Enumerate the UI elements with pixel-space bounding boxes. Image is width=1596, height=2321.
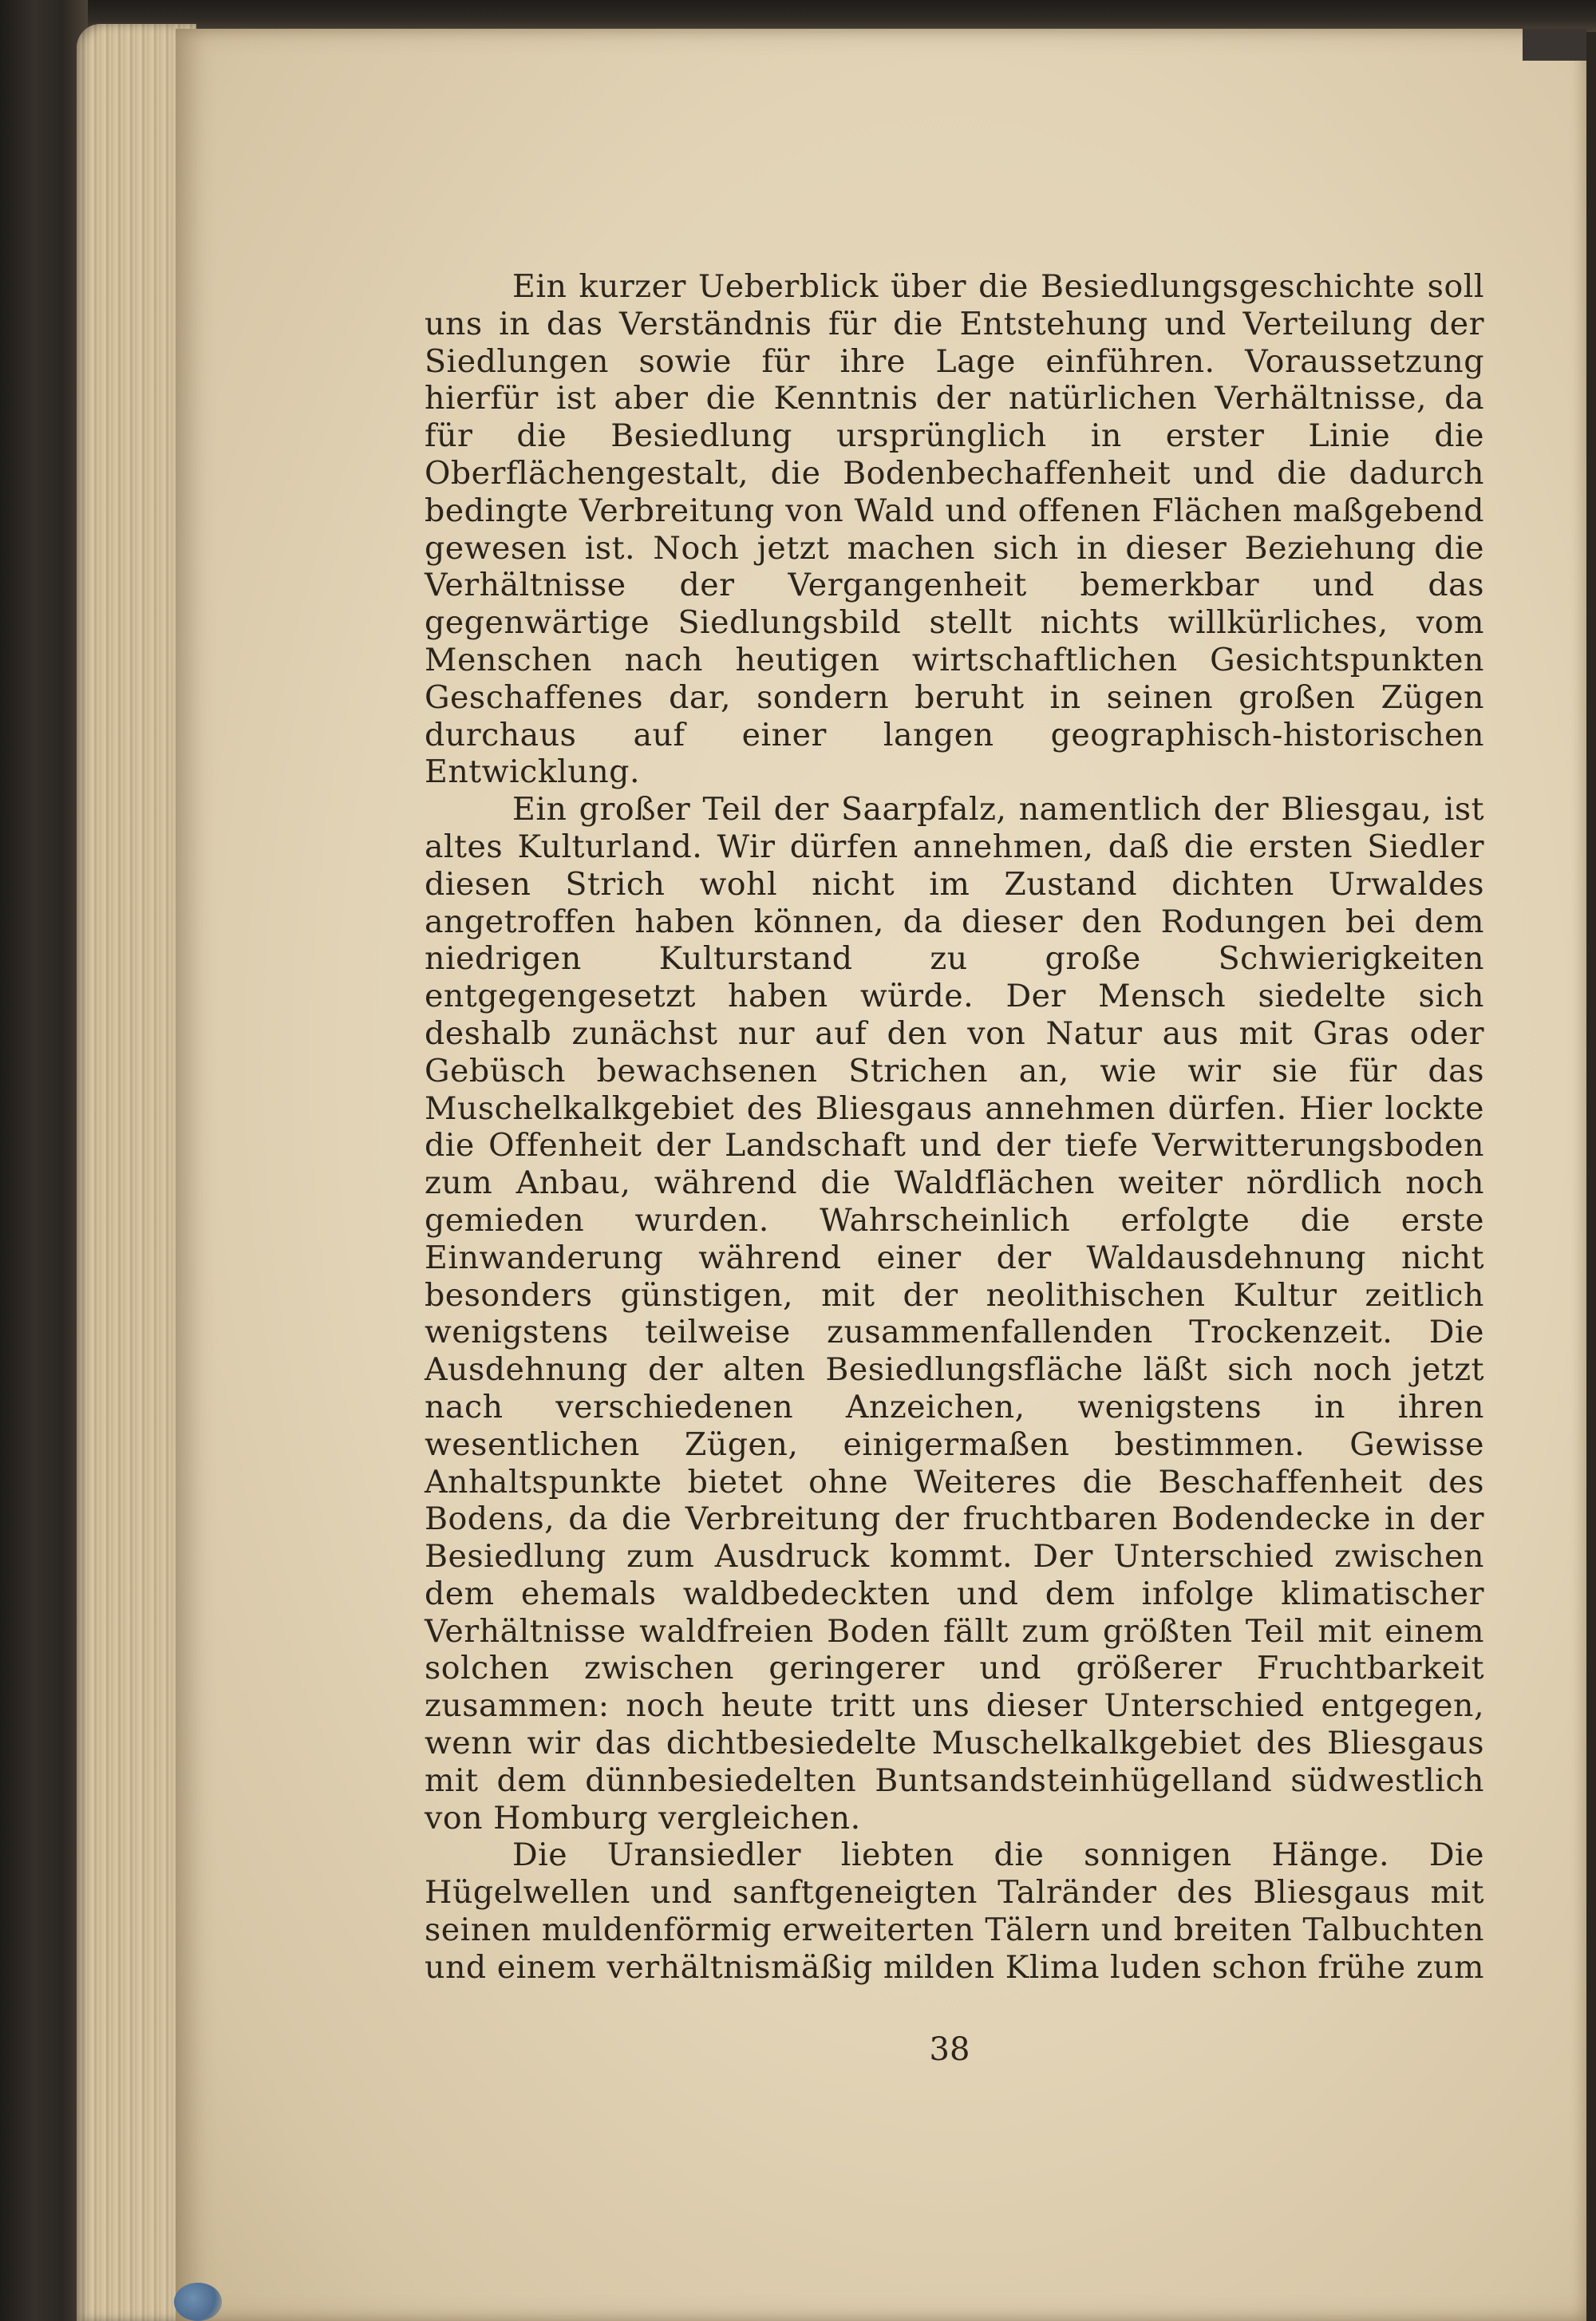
- page-number-text: 38: [929, 2031, 970, 2068]
- page-corner-shadow: [1523, 29, 1586, 61]
- body-text: [425, 268, 1484, 1987]
- book-cover-top-edge: [0, 0, 1596, 32]
- paragraph-2: Ein großer Teil der Saarpfalz, namentlich der Bliesgau, ist altes Kulturland. Wir dürfen annehmen, daß die ersten Siedler diesen Strich wohl nicht im Zustand dichten Urwaldes angetroffen haben können, da dieser den Rodungen bei dem niedrigen Kulturstand zu große Schwierigkeiten entgegengesetzt haben würde. Der Mensch siedelte sich deshalb zunächst nur auf den von Natur aus mit Gras oder Gebüsch bewachsenen Strichen an, wie wir sie für das Muschelkalkgebiet des Bliesgaus annehmen dürfen. Hier lockte die Offenheit der Landschaft und der tiefe Verwitterungsboden zum Anbau, während die Waldflächen weiter nördlich noch gemieden wurden. Wahrscheinlich erfolgte die erste Einwanderung während einer der Waldausdehnung nicht besonders günstigen, mit der neolithischen Kultur zeitlich wenigstens teilweise zusammenfallenden Trockenzeit. Die Ausdehnung der alten Besiedlungsfläche läßt sich noch jetzt nach verschiedenen Anzeichen, wenigstens in ihren wesentlichen Zügen, einigermaßen bestimmen. Gewisse Anhaltspunkte bietet ohne Weiteres die Beschaffenheit des Bodens, da die Verbreitung der fruchtbaren Bodendecke in der Besiedlung zum Ausdruck kommt. Der Unterschied zwischen dem ehemals waldbedeckten und dem infolge klimatischer Verhältnisse waldfreien Boden fällt zum größten Teil mit einem solchen zwischen geringerer und größerer Fruchtbarkeit zusammen: noch heute tritt uns dieser Unterschied entgegen, wenn wir das dichtbesiedelte Muschelkalkgebiet des Bliesgaus mit dem dünnbesiedelten Buntsandsteinhügelland südwestlich von Homburg vergleichen.: [425, 791, 1484, 1837]
- book-cover-spine: [0, 0, 88, 2321]
- paragraph-3: Die Uransiedler liebten die sonnigen Hänge. Die Hügelwellen und sanftgeneigten Talränder des Bliesgaus mit seinen muldenförmig erweiterten Tälern und breiten Talbuchten und einem verhältnismäßig milden Klima luden schon frühe zum: [425, 1837, 1484, 1986]
- page-number: [152, 2031, 1596, 2068]
- paragraph-1: Ein kurzer Ueberblick über die Besiedlungsgeschichte soll uns in das Verständnis für die Entstehung und Verteilung der Siedlungen sowie für ihre Lage einführen. Voraussetzung hierfür ist aber die Kenntnis der natürlichen Verhältnisse, da für die Besiedlung ursprünglich in erster Linie die Oberflächengestalt, die Bodenbechaffenheit und die dadurch bedingte Verbreitung von Wald und offenen Flächen maßgebend gewesen ist. Noch jetzt machen sich in dieser Beziehung die Verhältnisse der Vergangenheit bemerkbar und das gegenwärtige Siedlungsbild stellt nichts willkürliches, vom Menschen nach heutigen wirtschaftlichen Gesichtspunkten Geschaffenes dar, sondern beruht in seinen großen Zügen durchaus auf einer langen geographisch-historischen Entwicklung.: [425, 268, 1484, 791]
- ink-blot-decoration: [174, 2283, 222, 2321]
